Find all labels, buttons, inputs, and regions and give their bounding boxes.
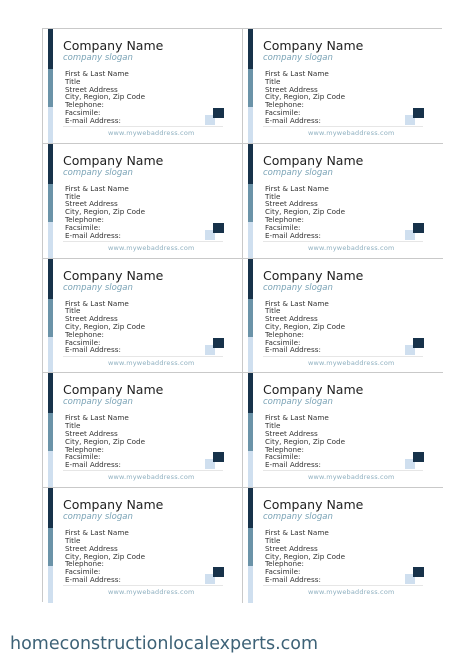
contact-details	[265, 185, 345, 240]
city-region-zip: City, Region, Zip Code	[265, 207, 345, 217]
divider-line	[263, 241, 423, 242]
website-address: www.mywebaddress.com	[108, 588, 195, 597]
contact-name: First & Last Name	[265, 183, 329, 193]
company-slogan: company slogan	[63, 282, 133, 293]
contact-title: Title	[65, 421, 81, 431]
divider-line	[263, 470, 423, 471]
street-address: Street Address	[265, 428, 318, 438]
accent-bar-light	[248, 107, 253, 144]
city-region-zip: City, Region, Zip Code	[65, 551, 145, 561]
business-card	[243, 29, 443, 144]
company-name: Company Name	[63, 382, 164, 398]
facsimile-label: Facsimile:	[265, 222, 301, 232]
email-label: E-mail Address:	[265, 574, 321, 584]
divider-line	[263, 585, 423, 586]
city-region-zip: City, Region, Zip Code	[65, 92, 145, 102]
accent-bar-dark	[248, 488, 253, 528]
logo-square-dark	[213, 338, 224, 348]
website-address: www.mywebaddress.com	[308, 473, 395, 482]
city-region-zip: City, Region, Zip Code	[265, 436, 345, 446]
contact-details	[65, 414, 145, 469]
facsimile-label: Facsimile:	[65, 337, 101, 347]
street-address: Street Address	[65, 314, 118, 324]
website-address: www.mywebaddress.com	[108, 358, 195, 367]
watermark-text: homeconstructionlocalexperts.com	[10, 634, 319, 654]
telephone-label: Telephone:	[265, 329, 304, 339]
accent-bar-mid	[48, 299, 53, 337]
facsimile-label: Facsimile:	[65, 107, 101, 117]
business-card	[43, 373, 243, 488]
accent-bar-dark	[248, 373, 253, 413]
website-address: www.mywebaddress.com	[308, 129, 395, 137]
facsimile-label: Facsimile:	[265, 337, 301, 347]
contact-name: First & Last Name	[265, 298, 329, 308]
contact-details	[265, 414, 345, 469]
company-name: Company Name	[263, 38, 364, 53]
company-slogan: company slogan	[63, 397, 133, 408]
website-address: www.mywebaddress.com	[108, 473, 195, 482]
divider-line	[63, 356, 223, 357]
email-label: E-mail Address:	[265, 230, 321, 240]
accent-bar-mid	[48, 528, 53, 566]
accent-bar-light	[248, 337, 253, 374]
contact-details	[265, 300, 345, 355]
city-region-zip: City, Region, Zip Code	[265, 551, 345, 561]
telephone-label: Telephone:	[265, 444, 304, 454]
accent-bar-mid	[48, 69, 53, 107]
company-name: Company Name	[63, 38, 164, 53]
contact-name: First & Last Name	[65, 413, 129, 423]
accent-bar-dark	[248, 144, 253, 184]
logo-square-dark	[413, 223, 424, 233]
company-slogan: company slogan	[263, 512, 333, 523]
email-label: E-mail Address:	[65, 115, 121, 125]
business-card	[43, 144, 243, 259]
company-slogan: company slogan	[63, 53, 133, 63]
contact-name: First & Last Name	[65, 183, 129, 193]
contact-details	[65, 185, 145, 240]
contact-details	[65, 300, 145, 355]
street-address: Street Address	[265, 314, 318, 324]
contact-name: First & Last Name	[65, 528, 129, 538]
divider-line	[263, 356, 423, 357]
logo-square-dark	[413, 108, 424, 118]
company-name: Company Name	[63, 497, 164, 513]
accent-bar-dark	[48, 373, 53, 413]
city-region-zip: City, Region, Zip Code	[265, 321, 345, 331]
divider-line	[63, 585, 223, 586]
accent-bar-light	[48, 451, 53, 488]
logo-square-dark	[413, 567, 424, 577]
company-slogan: company slogan	[63, 167, 133, 178]
business-card	[243, 488, 443, 603]
logo-square-dark	[213, 223, 224, 233]
company-slogan: company slogan	[263, 397, 333, 408]
company-name: Company Name	[263, 267, 364, 283]
telephone-label: Telephone:	[265, 214, 304, 224]
email-label: E-mail Address:	[65, 574, 121, 584]
divider-line	[63, 126, 223, 127]
company-name: Company Name	[63, 267, 164, 283]
contact-name: First & Last Name	[265, 413, 329, 423]
street-address: Street Address	[265, 199, 318, 209]
contact-details	[265, 70, 345, 125]
accent-bar-light	[48, 566, 53, 603]
company-name: Company Name	[63, 152, 164, 168]
accent-bar-light	[48, 222, 53, 259]
business-card-sheet	[42, 28, 442, 602]
city-region-zip: City, Region, Zip Code	[65, 321, 145, 331]
logo-square-dark	[413, 452, 424, 462]
email-label: E-mail Address:	[65, 460, 121, 470]
accent-bar-light	[248, 222, 253, 259]
accent-bar-mid	[248, 528, 253, 566]
telephone-label: Telephone:	[65, 559, 104, 569]
contact-name: First & Last Name	[265, 69, 329, 78]
city-region-zip: City, Region, Zip Code	[265, 92, 345, 102]
accent-bar-light	[248, 566, 253, 603]
email-label: E-mail Address:	[265, 115, 321, 125]
business-card	[243, 373, 443, 488]
website-address: www.mywebaddress.com	[308, 243, 395, 252]
telephone-label: Telephone:	[265, 559, 304, 569]
company-slogan: company slogan	[263, 53, 333, 63]
accent-bar-mid	[248, 184, 253, 222]
contact-title: Title	[65, 191, 81, 201]
company-name: Company Name	[263, 382, 364, 398]
facsimile-label: Facsimile:	[65, 222, 101, 232]
contact-title: Title	[265, 306, 281, 316]
accent-bar-mid	[48, 413, 53, 451]
company-slogan: company slogan	[263, 282, 333, 293]
telephone-label: Telephone:	[65, 444, 104, 454]
city-region-zip: City, Region, Zip Code	[65, 207, 145, 217]
accent-bar-mid	[248, 69, 253, 107]
website-address: www.mywebaddress.com	[308, 588, 395, 597]
contact-name: First & Last Name	[265, 528, 329, 538]
contact-details	[65, 529, 145, 584]
logo-square-dark	[413, 338, 424, 348]
accent-bar-light	[48, 107, 53, 144]
contact-title: Title	[265, 76, 281, 86]
contact-title: Title	[65, 535, 81, 545]
divider-line	[63, 241, 223, 242]
contact-title: Title	[265, 535, 281, 545]
logo-square-dark	[213, 108, 224, 118]
telephone-label: Telephone:	[65, 214, 104, 224]
street-address: Street Address	[65, 84, 118, 94]
divider-line	[63, 470, 223, 471]
facsimile-label: Facsimile:	[265, 107, 301, 117]
facsimile-label: Facsimile:	[265, 567, 301, 577]
contact-name: First & Last Name	[65, 298, 129, 308]
email-label: E-mail Address:	[265, 345, 321, 355]
divider-line	[263, 126, 423, 127]
contact-name: First & Last Name	[65, 69, 129, 78]
accent-bar-dark	[248, 29, 253, 69]
contact-title: Title	[65, 306, 81, 316]
facsimile-label: Facsimile:	[65, 452, 101, 462]
telephone-label: Telephone:	[65, 329, 104, 339]
business-card	[43, 259, 243, 374]
company-slogan: company slogan	[63, 512, 133, 523]
accent-bar-light	[48, 337, 53, 374]
street-address: Street Address	[265, 84, 318, 94]
accent-bar-dark	[248, 259, 253, 299]
email-label: E-mail Address:	[265, 460, 321, 470]
contact-details	[265, 529, 345, 584]
company-name: Company Name	[263, 497, 364, 513]
city-region-zip: City, Region, Zip Code	[65, 436, 145, 446]
company-name: Company Name	[263, 152, 364, 168]
contact-title: Title	[265, 421, 281, 431]
business-card	[243, 144, 443, 259]
street-address: Street Address	[65, 199, 118, 209]
telephone-label: Telephone:	[65, 100, 104, 110]
business-card	[243, 259, 443, 374]
accent-bar-dark	[48, 259, 53, 299]
contact-title: Title	[65, 76, 81, 86]
accent-bar-dark	[48, 144, 53, 184]
contact-details	[65, 70, 145, 125]
website-address: www.mywebaddress.com	[108, 243, 195, 252]
logo-square-dark	[213, 567, 224, 577]
email-label: E-mail Address:	[65, 230, 121, 240]
facsimile-label: Facsimile:	[65, 567, 101, 577]
telephone-label: Telephone:	[265, 100, 304, 110]
website-address: www.mywebaddress.com	[108, 129, 195, 137]
contact-title: Title	[265, 191, 281, 201]
accent-bar-mid	[248, 299, 253, 337]
business-card	[43, 29, 243, 144]
street-address: Street Address	[65, 543, 118, 553]
facsimile-label: Facsimile:	[265, 452, 301, 462]
accent-bar-light	[248, 451, 253, 488]
business-card	[43, 488, 243, 603]
email-label: E-mail Address:	[65, 345, 121, 355]
accent-bar-mid	[248, 413, 253, 451]
street-address: Street Address	[265, 543, 318, 553]
company-slogan: company slogan	[263, 167, 333, 178]
accent-bar-dark	[48, 488, 53, 528]
street-address: Street Address	[65, 428, 118, 438]
website-address: www.mywebaddress.com	[308, 358, 395, 367]
accent-bar-dark	[48, 29, 53, 69]
accent-bar-mid	[48, 184, 53, 222]
logo-square-dark	[213, 452, 224, 462]
